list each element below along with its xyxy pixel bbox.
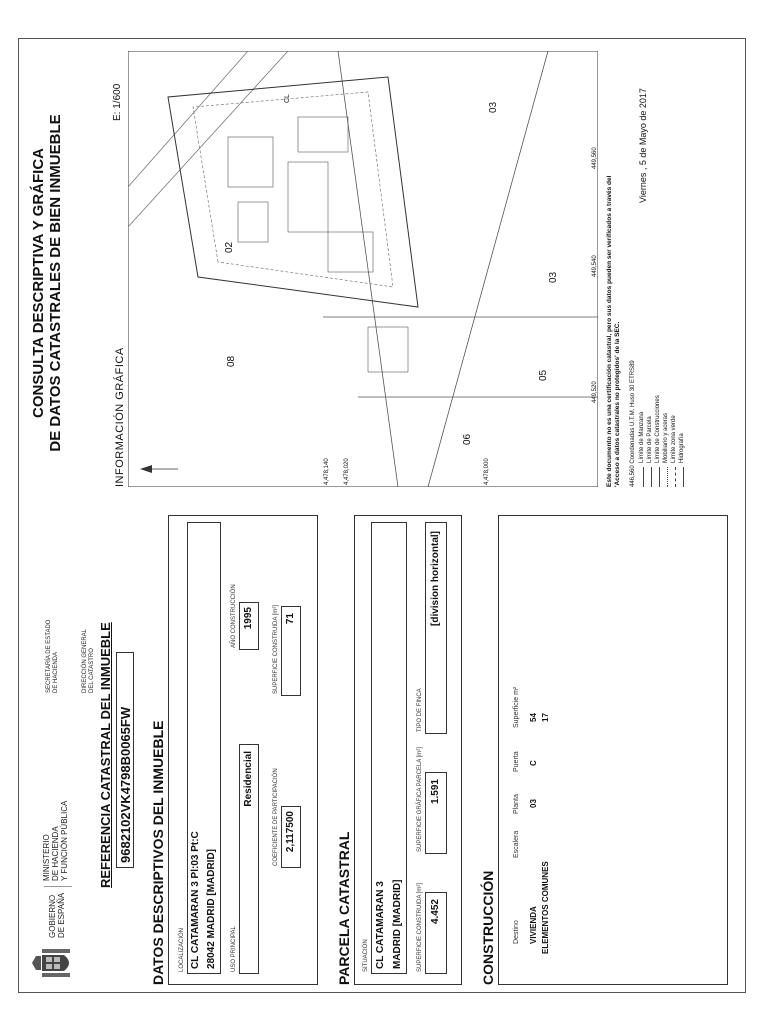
tipo-value: [division horizontal] <box>430 531 441 626</box>
row-planta: 03 <box>529 799 538 808</box>
ministry-label: MINISTERIO DE HACIENDA Y FUNCIÓN PÚBLICA <box>42 800 69 881</box>
coat-of-arms-icon <box>32 943 82 983</box>
localizacion-label: LOCALIZACIÓN <box>179 927 185 972</box>
sup-graf-label: SUPERFICIE GRÁFICA PARCELA [m²] <box>417 747 423 852</box>
situacion-line1: CL CATAMARAN 3 <box>375 881 386 969</box>
divider <box>44 886 72 887</box>
referencia-label: REFERENCIA CATASTRAL DEL INMUEBLE <box>98 622 113 888</box>
referencia-value: 9682102VK4798B0065FW <box>118 706 133 863</box>
legend-item: Límite de Construcciones <box>655 395 661 463</box>
sup-graf-box <box>425 772 447 854</box>
coord-x1: 449,520 <box>592 381 598 403</box>
legend-item: Hidrografía <box>679 433 685 463</box>
plot-label: 08 <box>226 355 237 367</box>
coord-x3: 449,560 <box>592 147 598 169</box>
legend-swatch <box>667 467 668 487</box>
cadastral-map <box>128 51 598 487</box>
plot-label: 03 <box>548 271 559 283</box>
coord-y3: 4,478,000 <box>484 458 490 485</box>
grafica-title: INFORMACIÓN GRÁFICA <box>114 347 126 487</box>
col-destino: Destino <box>513 920 520 944</box>
plot-label: 05 <box>538 369 549 381</box>
sup-graf-value: 1.591 <box>430 779 441 805</box>
legend-swatch <box>683 467 684 487</box>
construccion-panel <box>498 515 728 985</box>
coef-box <box>281 806 301 868</box>
legend-swatch <box>643 467 644 487</box>
situacion-box <box>371 522 407 974</box>
datos-panel <box>168 515 318 985</box>
datos-title: DATOS DESCRIPTIVOS DEL INMUEBLE <box>150 720 166 985</box>
referencia-box <box>116 652 134 868</box>
legend-coords: 446,560 Coordenadas U.T.M. Huso 30 ETRS89 <box>630 360 636 487</box>
rotated-sheet <box>18 38 746 993</box>
coord-x2: 449,540 <box>592 255 598 277</box>
legend-swatch <box>651 467 652 487</box>
situacion-line2: MADRID [MADRID] <box>392 879 403 969</box>
construccion-title: CONSTRUCCIÓN <box>480 870 496 985</box>
tipo-box <box>425 522 447 734</box>
uso-value: Residencial <box>243 751 254 807</box>
plot-label: 06 <box>462 433 473 445</box>
map-scale: E: 1/600 <box>112 83 123 121</box>
uso-label: USO PRINCIPAL <box>231 926 237 972</box>
col-superficie: Superficie m² <box>513 686 520 728</box>
legend-item: Límite de Parcela <box>647 416 653 463</box>
anio-label: AÑO CONSTRUCCIÓN <box>231 584 237 648</box>
row-superficie: 17 <box>541 713 550 722</box>
plot-label: 02 <box>224 241 235 253</box>
legend-swatch <box>675 467 676 487</box>
coef-label: COEFICIENTE DE PARTICIPACIÓN <box>273 768 279 866</box>
sup-cons-box <box>425 892 447 974</box>
localizacion-line1: CL CATAMARAN 3 Pl:03 Pt:C <box>190 831 201 969</box>
row-destino: VIVIENDA <box>529 906 538 944</box>
direccion-label: DIRECCIÓN GENERAL DEL CATASTRO <box>82 628 95 693</box>
sup-label: SUPERFICIE CONSTRUIDA [m²] <box>273 604 279 694</box>
localizacion-line2: 28042 MADRID [MADRID] <box>206 848 217 969</box>
row-superficie: 54 <box>529 713 538 722</box>
plot-label: 03 <box>488 101 499 113</box>
parcela-panel <box>354 515 462 985</box>
street-label: CL <box>284 94 291 103</box>
anio-box <box>239 602 259 650</box>
sup-cons-label: SUPERFICIE CONSTRUIDA [m²] <box>417 882 423 972</box>
anio-value: 1995 <box>243 607 254 630</box>
col-puerta: Puerta <box>513 751 520 772</box>
sup-box <box>281 606 301 696</box>
gov-label: GOBIERNO DE ESPAÑA <box>48 892 66 938</box>
disclaimer: Este documento no es una certificación catastral, pero sus datos pueden ser verificados a través del 'Acceso a datos catastrales no protegidos' de la SEC. <box>606 175 621 487</box>
document-date: Viernes , 5 de Mayo de 2017 <box>638 88 648 203</box>
coef-value: 2,117500 <box>285 811 296 853</box>
coord-y1: 4,478,140 <box>324 458 330 485</box>
row-puerta: C <box>529 760 538 766</box>
document-title: CONSULTA DESCRIPTIVA Y GRÁFICA DE DATOS CATASTRALES DE BIEN INMUEBLE <box>30 114 64 452</box>
parcela-title: PARCELA CATASTRAL <box>336 831 352 985</box>
col-planta: Planta <box>513 794 520 814</box>
legend-item: Límite zona verde <box>671 415 677 463</box>
sup-value: 71 <box>285 613 296 625</box>
legend-swatch <box>659 467 660 487</box>
col-escalera: Escalera <box>513 830 520 858</box>
legend-item: Mobiliario y aceras <box>663 412 669 463</box>
tipo-label: TIPO DE FINCA <box>417 688 423 732</box>
legend-item: Límite de Manzana <box>639 411 645 463</box>
situacion-label: SITUACIÓN <box>363 939 369 972</box>
row-destino: ELEMENTOS COMUNES <box>541 861 550 954</box>
secretaria-label: SECRETARÍA DE ESTADO DE HACIENDA <box>46 619 59 693</box>
uso-box <box>239 744 259 974</box>
localizacion-box <box>187 522 221 974</box>
sup-cons-value: 4.452 <box>430 899 441 925</box>
coord-y2: 4,478,020 <box>344 458 350 485</box>
